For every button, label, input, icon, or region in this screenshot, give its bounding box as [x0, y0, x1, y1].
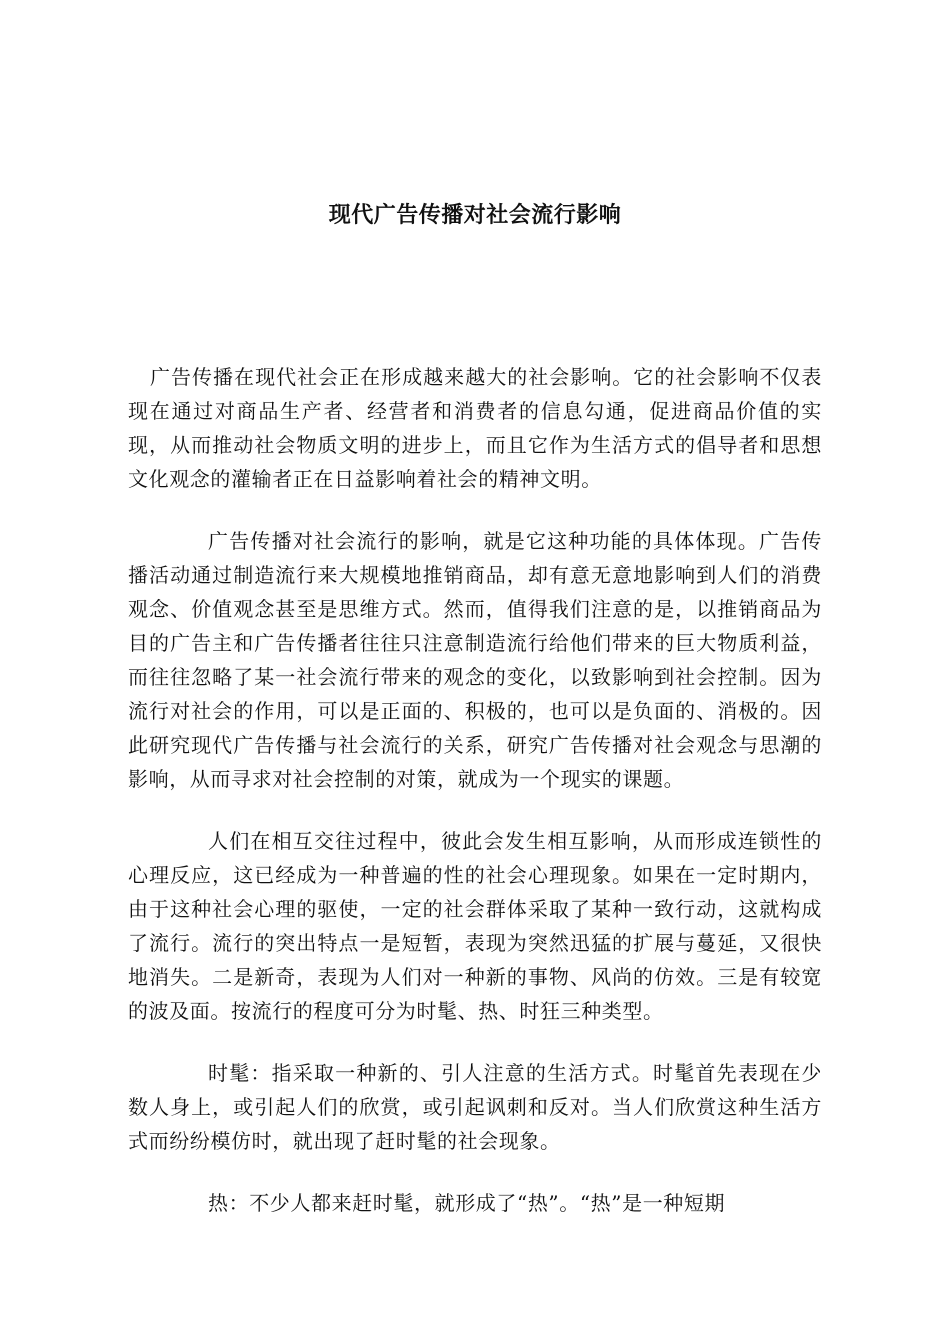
paragraph-5: 热：不少人都来赶时髦，就形成了“热”。“热”是一种短期	[208, 1191, 726, 1215]
paragraph-1: 广告传播在现代社会正在形成越来越大的社会影响。它的社会影响不仅表现在通过对商品生产者、经营者和消费者的信息勾通，促进商品价值的实现，从而推动社会物质文明的进步上，而且它作为生活方式的倡导者和思想文化观念的灌输者正在日益影响着社会的精神文明。	[128, 365, 822, 491]
document-body	[128, 360, 822, 1248]
paragraph-4: 时髦：指采取一种新的、引人注意的生活方式。时髦首先表现在少数人身上，或引起人们的欣赏，或引起讽刺和反对。当人们欣赏这种生活方式而纷纷模仿时，就出现了赶时髦的社会现象。	[128, 1061, 822, 1153]
paragraph-2: 广告传播对社会流行的影响，就是它这种功能的具体体现。广告传播活动通过制造流行来大规模地推销商品，却有意无意地影响到人们的消费观念、价值观念甚至是思维方式。然而，值得我们注意的是，以推销商品为目的广告主和广告传播者往往只注意制造流行给他们带来的巨大物质利益，而往往忽略了某一社会流行带来的观念的变化，以致影响到社会控制。因为流行对社会的作用，可以是正面的、积极的，也可以是负面的、消极的。因此研究现代广告传播与社会流行的关系，研究广告传播对社会观念与思潮的影响，从而寻求对社会控制的对策，就成为一个现实的课题。	[128, 529, 822, 791]
paragraph-3: 人们在相互交往过程中，彼此会发生相互影响，从而形成连锁性的心理反应，这已经成为一种普遍的性的社会心理现象。如果在一定时期内，由于这种社会心理的驱使，一定的社会群体采取了某种一致行动，这就构成了流行。流行的突出特点一是短暂，表现为突然迅猛的扩展与蔓延，又很快地消失。二是新奇，表现为人们对一种新的事物、风尚的仿效。三是有较宽的波及面。按流行的程度可分为时髦、热、时狂三种类型。	[128, 829, 822, 1023]
document-title: 现代广告传播对社会流行影响	[328, 203, 622, 228]
